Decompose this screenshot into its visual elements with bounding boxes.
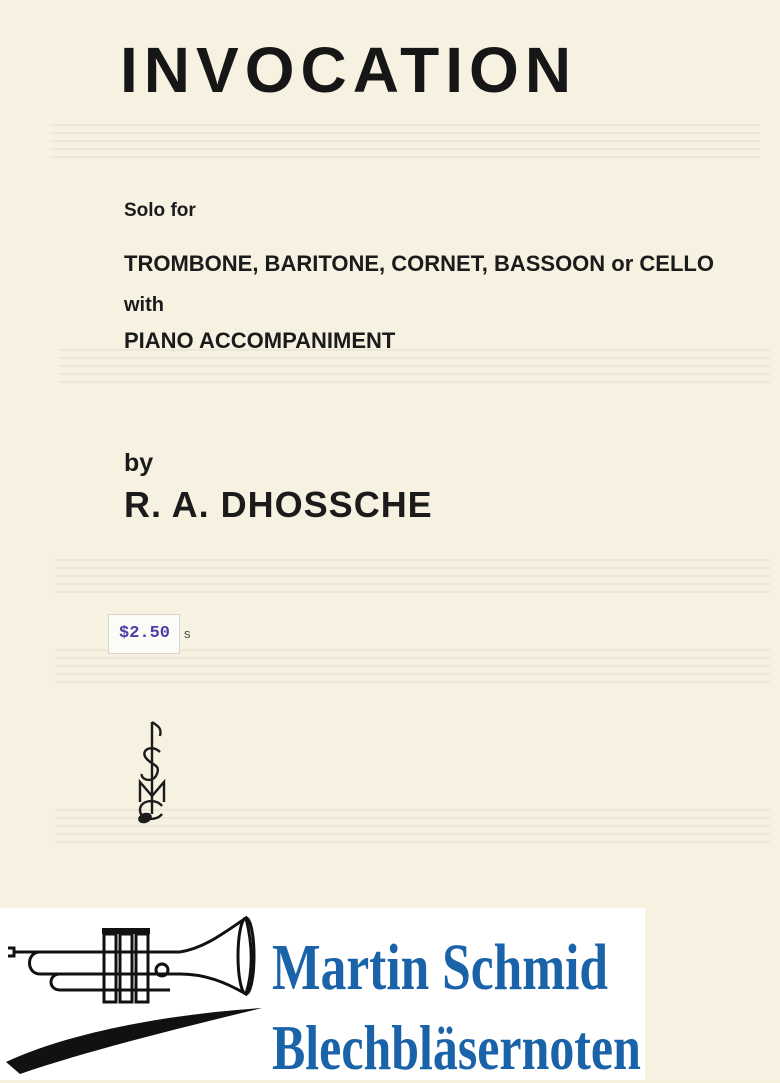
price-suffix: s — [184, 626, 191, 641]
trumpet-logo-icon — [0, 912, 270, 1080]
seller-tagline: Blechbläsernoten — [272, 1012, 641, 1083]
with-label: with — [124, 294, 164, 316]
accompaniment-label: PIANO ACCOMPANIMENT — [124, 328, 396, 353]
price-sticker — [108, 614, 180, 654]
smc-music-note-logo-icon — [132, 718, 172, 828]
price-value: $2.50 — [119, 624, 171, 643]
instrument-list: TROMBONE, BARITONE, CORNET, BASSOON or CELLO — [124, 251, 714, 276]
piece-title: INVOCATION — [120, 34, 578, 106]
by-label: by — [124, 449, 154, 477]
composer-name: R. A. DHOSSCHE — [124, 484, 433, 525]
solo-for-label: Solo for — [124, 200, 196, 221]
seller-name: Martin Schmid — [272, 931, 609, 1004]
